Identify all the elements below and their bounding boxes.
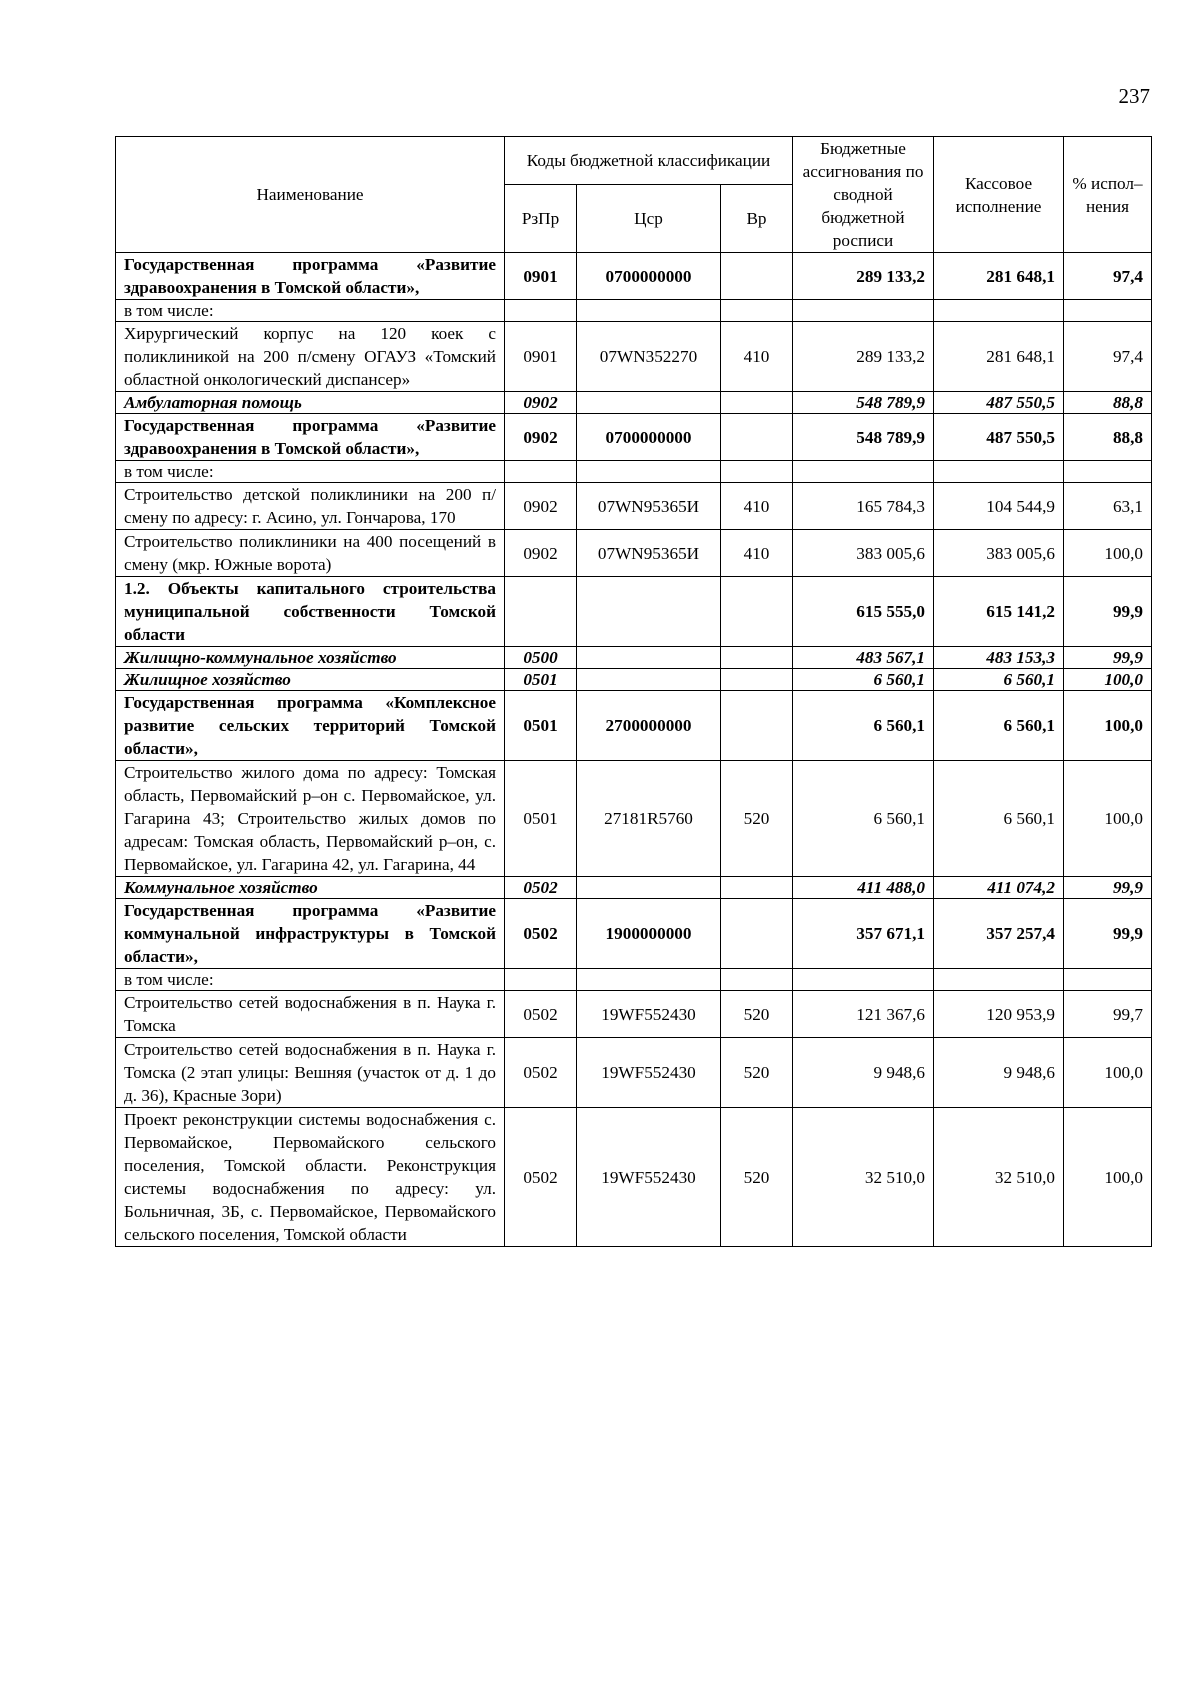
- row-budget: 121 367,6: [793, 991, 934, 1038]
- row-csr: 19WF552430: [577, 1038, 721, 1108]
- row-budget: 357 671,1: [793, 899, 934, 969]
- row-cash: 120 953,9: [934, 991, 1064, 1038]
- table-row: [116, 392, 1152, 414]
- row-vr: [721, 969, 793, 991]
- row-budget: 483 567,1: [793, 647, 934, 669]
- header-pct: % испол– нения: [1064, 137, 1152, 253]
- header-name: Наименование: [116, 137, 505, 253]
- table-row: [116, 899, 1152, 969]
- header-vr: Вр: [721, 184, 793, 252]
- row-cash: 487 550,5: [934, 414, 1064, 461]
- table-row: [116, 969, 1152, 991]
- row-cash: 6 560,1: [934, 691, 1064, 761]
- table-row: [116, 991, 1152, 1038]
- row-rzpr: 0902: [505, 392, 577, 414]
- row-name: Строительство детской поликлиники на 200 п/смену по адресу: г. Асино, ул. Гончарова, 170: [116, 483, 505, 530]
- table-row: [116, 461, 1152, 483]
- header-budget: Бюджетные ассигнования по сводной бюджетной росписи: [793, 137, 934, 253]
- table-row: [116, 322, 1152, 392]
- row-csr: 27181R5760: [577, 761, 721, 877]
- row-pct: [1064, 461, 1152, 483]
- row-budget: 383 005,6: [793, 530, 934, 577]
- row-rzpr: 0502: [505, 1108, 577, 1247]
- row-vr: [721, 461, 793, 483]
- row-name: Коммунальное хозяйство: [116, 877, 505, 899]
- row-pct: 100,0: [1064, 761, 1152, 877]
- table-row: [116, 1038, 1152, 1108]
- row-csr: 1900000000: [577, 899, 721, 969]
- row-name: Жилищно-коммунальное хозяйство: [116, 647, 505, 669]
- page-number: 237: [1118, 84, 1150, 108]
- row-vr: [721, 647, 793, 669]
- row-name: в том числе:: [116, 461, 505, 483]
- row-vr: [721, 669, 793, 691]
- row-budget: 6 560,1: [793, 691, 934, 761]
- row-cash: 487 550,5: [934, 392, 1064, 414]
- row-budget: [793, 300, 934, 322]
- row-pct: 97,4: [1064, 322, 1152, 392]
- budget-table: [115, 136, 1152, 1247]
- table-row: [116, 877, 1152, 899]
- row-pct: 100,0: [1064, 691, 1152, 761]
- row-cash: [934, 969, 1064, 991]
- row-cash: 483 153,3: [934, 647, 1064, 669]
- row-pct: 88,8: [1064, 392, 1152, 414]
- table-row: [116, 647, 1152, 669]
- row-pct: 97,4: [1064, 253, 1152, 300]
- row-pct: 99,7: [1064, 991, 1152, 1038]
- row-vr: 520: [721, 761, 793, 877]
- row-cash: 281 648,1: [934, 253, 1064, 300]
- row-cash: 615 141,2: [934, 577, 1064, 647]
- table-row: [116, 1108, 1152, 1247]
- header-cash: Кассовое исполнение: [934, 137, 1064, 253]
- row-cash: [934, 461, 1064, 483]
- row-name: Государственная программа «Развитие здравоохранения в Томской области»,: [116, 414, 505, 461]
- row-cash: 9 948,6: [934, 1038, 1064, 1108]
- row-rzpr: 0502: [505, 991, 577, 1038]
- row-cash: [934, 300, 1064, 322]
- row-budget: 9 948,6: [793, 1038, 934, 1108]
- row-name: Строительство жилого дома по адресу: Томская область, Первомайский р–он с. Первомайское, ул. Гагарина 43; Строительство жилых домов по адресам: Томская область, Первомайский р–он, с. Первомайское, ул. Гагарина 42, ул. Гагарина, 44: [116, 761, 505, 877]
- table-row: [116, 577, 1152, 647]
- row-vr: [721, 691, 793, 761]
- row-rzpr: 0500: [505, 647, 577, 669]
- table-row: [116, 253, 1152, 300]
- row-pct: 88,8: [1064, 414, 1152, 461]
- row-csr: 19WF552430: [577, 1108, 721, 1247]
- row-pct: 63,1: [1064, 483, 1152, 530]
- row-rzpr: 0502: [505, 1038, 577, 1108]
- row-csr: 19WF552430: [577, 991, 721, 1038]
- row-pct: [1064, 300, 1152, 322]
- table-row: [116, 761, 1152, 877]
- row-vr: [721, 577, 793, 647]
- row-pct: 99,9: [1064, 577, 1152, 647]
- row-vr: 520: [721, 1108, 793, 1247]
- row-pct: 99,9: [1064, 647, 1152, 669]
- header-rzpr: РзПр: [505, 184, 577, 252]
- row-pct: 100,0: [1064, 1038, 1152, 1108]
- row-csr: 0700000000: [577, 414, 721, 461]
- row-csr: 07WN352270: [577, 322, 721, 392]
- row-name: Жилищное хозяйство: [116, 669, 505, 691]
- row-pct: 100,0: [1064, 669, 1152, 691]
- row-rzpr: [505, 577, 577, 647]
- row-vr: [721, 392, 793, 414]
- row-name: Государственная программа «Комплексное развитие сельских территорий Томской области»,: [116, 691, 505, 761]
- row-pct: [1064, 969, 1152, 991]
- row-csr: [577, 577, 721, 647]
- header-codes: Коды бюджетной классификации: [505, 137, 793, 185]
- row-vr: 410: [721, 530, 793, 577]
- row-rzpr: [505, 461, 577, 483]
- row-name: Государственная программа «Развитие коммунальной инфраструктуры в Томской области»,: [116, 899, 505, 969]
- row-cash: 281 648,1: [934, 322, 1064, 392]
- row-name: Строительство поликлиники на 400 посещений в смену (мкр. Южные ворота): [116, 530, 505, 577]
- row-rzpr: 0502: [505, 877, 577, 899]
- row-budget: [793, 461, 934, 483]
- row-csr: 0700000000: [577, 253, 721, 300]
- row-csr: [577, 647, 721, 669]
- row-budget: 615 555,0: [793, 577, 934, 647]
- row-csr: [577, 969, 721, 991]
- row-csr: 07WN95365И: [577, 530, 721, 577]
- row-rzpr: 0902: [505, 530, 577, 577]
- row-csr: [577, 392, 721, 414]
- table-row: [116, 530, 1152, 577]
- row-vr: [721, 300, 793, 322]
- row-csr: [577, 300, 721, 322]
- row-csr: [577, 669, 721, 691]
- row-rzpr: 0501: [505, 691, 577, 761]
- row-pct: 100,0: [1064, 530, 1152, 577]
- row-rzpr: 0502: [505, 899, 577, 969]
- row-csr: [577, 461, 721, 483]
- row-name: 1.2. Объекты капитального строительства муниципальной собственности Томской области: [116, 577, 505, 647]
- row-rzpr: 0902: [505, 414, 577, 461]
- row-budget: [793, 969, 934, 991]
- row-budget: 289 133,2: [793, 322, 934, 392]
- row-name: Хирургический корпус на 120 коек с поликлиникой на 200 п/смену ОГАУЗ «Томский областной онкологический диспансер»: [116, 322, 505, 392]
- row-csr: 07WN95365И: [577, 483, 721, 530]
- row-budget: 289 133,2: [793, 253, 934, 300]
- row-rzpr: [505, 300, 577, 322]
- row-pct: 99,9: [1064, 899, 1152, 969]
- row-name: в том числе:: [116, 969, 505, 991]
- row-budget: 165 784,3: [793, 483, 934, 530]
- row-name: Проект реконструкции системы водоснабжения с. Первомайское, Первомайского сельского поселения, Томской области. Реконструкция системы водоснабжения по адресу: ул. Больничная, 3Б, с. Первомайское, Первомайского сельского поселения, Томской области: [116, 1108, 505, 1247]
- row-name: Строительство сетей водоснабжения в п. Наука г. Томска (2 этап улицы: Вешняя (участок от д. 1 до д. 36), Красные Зори): [116, 1038, 505, 1108]
- row-cash: 104 544,9: [934, 483, 1064, 530]
- row-vr: [721, 877, 793, 899]
- row-vr: 520: [721, 991, 793, 1038]
- row-name: в том числе:: [116, 300, 505, 322]
- header-csr: Цср: [577, 184, 721, 252]
- row-budget: 6 560,1: [793, 669, 934, 691]
- row-vr: [721, 414, 793, 461]
- row-budget: 32 510,0: [793, 1108, 934, 1247]
- row-rzpr: 0501: [505, 669, 577, 691]
- row-vr: [721, 899, 793, 969]
- row-csr: [577, 877, 721, 899]
- row-budget: 6 560,1: [793, 761, 934, 877]
- row-rzpr: 0501: [505, 761, 577, 877]
- row-cash: 411 074,2: [934, 877, 1064, 899]
- row-vr: 410: [721, 483, 793, 530]
- row-name: Государственная программа «Развитие здравоохранения в Томской области»,: [116, 253, 505, 300]
- table-row: [116, 691, 1152, 761]
- row-budget: 411 488,0: [793, 877, 934, 899]
- table-row: [116, 483, 1152, 530]
- row-budget: 548 789,9: [793, 414, 934, 461]
- row-name: Амбулаторная помощь: [116, 392, 505, 414]
- table-row: [116, 669, 1152, 691]
- row-cash: 32 510,0: [934, 1108, 1064, 1247]
- table-row: [116, 414, 1152, 461]
- row-pct: 100,0: [1064, 1108, 1152, 1247]
- table-row: [116, 300, 1152, 322]
- row-cash: 6 560,1: [934, 761, 1064, 877]
- row-cash: 357 257,4: [934, 899, 1064, 969]
- row-budget: 548 789,9: [793, 392, 934, 414]
- row-rzpr: 0901: [505, 322, 577, 392]
- row-csr: 2700000000: [577, 691, 721, 761]
- row-rzpr: 0901: [505, 253, 577, 300]
- row-name: Строительство сетей водоснабжения в п. Наука г. Томска: [116, 991, 505, 1038]
- row-vr: [721, 253, 793, 300]
- row-vr: 520: [721, 1038, 793, 1108]
- row-cash: 383 005,6: [934, 530, 1064, 577]
- row-vr: 410: [721, 322, 793, 392]
- row-rzpr: [505, 969, 577, 991]
- row-cash: 6 560,1: [934, 669, 1064, 691]
- row-rzpr: 0902: [505, 483, 577, 530]
- row-pct: 99,9: [1064, 877, 1152, 899]
